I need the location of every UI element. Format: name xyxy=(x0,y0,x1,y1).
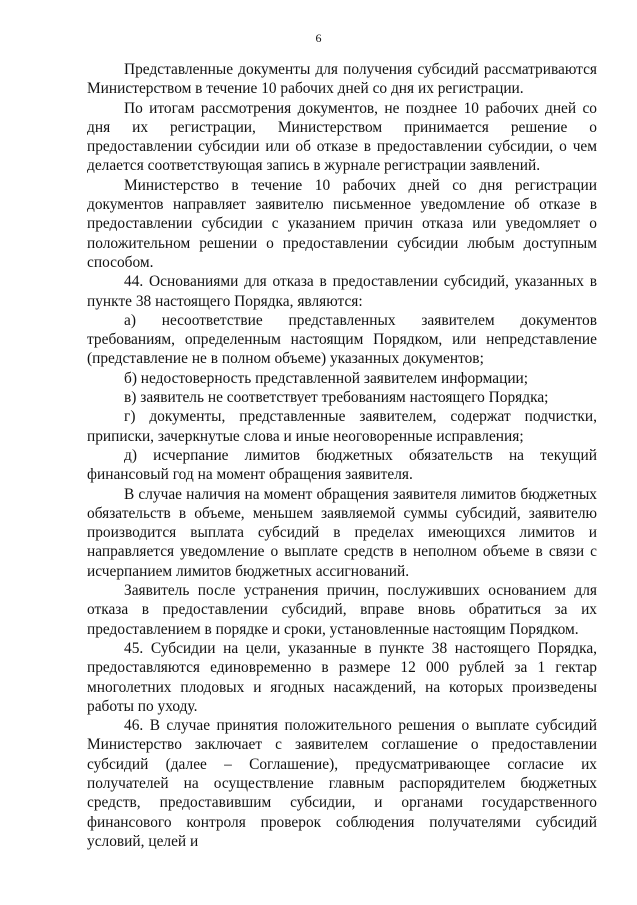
list-item-g: г) документы, представленные заявителем, содержат подчистки, приписки, зачеркнутые слова и иные неоговоренные исправления; xyxy=(87,408,597,445)
paragraph-notification: Министерство в течение 10 рабочих дней со дня регистрации документов направляет заявителю письменное уведомление об отказе в предоставлении субсидии с указанием причин отказа или уведомляет о положительном решении о предоставлении субсидии любым доступным способом. xyxy=(87,176,597,271)
list-item-d: д) исчерпание лимитов бюджетных обязательств на текущий финансовый год на момент обращения заявителя. xyxy=(87,446,597,484)
document-body xyxy=(87,60,597,851)
page-number: 6 xyxy=(315,31,322,45)
paragraph-item-45: 45. Субсидии на цели, указанные в пункте 38 настоящего Порядка, предоставляются единовременно в размере 12 000 рублей за 1 гектар многолетних плодовых и ягодных насаждений, на которых произведены работы по уходу. xyxy=(87,639,597,715)
paragraph-review-period: Представленные документы для получения субсидий рассматриваются Министерством в течение 10 рабочих дней со дня их регистрации. xyxy=(87,61,597,98)
list-item-b: б) недостоверность представленной заявителем информации; xyxy=(124,369,529,387)
paragraph-item-46: 46. В случае принятия положительного решения о выплате субсидий Министерство заключает с заявителем соглашение о предоставлении субсидий (далее – Соглашение), предусматривающее согласие их получателей на осуществление главным распорядителем бюджетных средств, предоставившим субсидии, и органами государственного финансового контроля проверок соблюдения получателями субсидий условий, целей и xyxy=(87,717,597,850)
list-item-v: в) заявитель не соответствует требованиям настоящего Порядка; xyxy=(124,389,549,407)
list-item-a: а) несоответствие представленных заявителем документов требованиям, определенным настоящим Порядком, или непредставление (представление не в полном объеме) указанных документов; xyxy=(87,311,597,368)
paragraph-item-44: 44. Основаниями для отказа в предоставлении субсидий, указанных в пункте 38 настоящего Порядка, являются: xyxy=(87,273,597,310)
paragraph-limits: В случае наличия на момент обращения заявителя лимитов бюджетных обязательств в объеме, меньшем заявляемой суммы субсидий, заявителю производится выплата субсидий в пределах имеющихся лимитов и направляется уведомление о выплате средств в неполном объеме в связи с исчерпанием лимитов бюджетных ассигнований. xyxy=(87,485,597,580)
paragraph-reapply: Заявитель после устранения причин, послуживших основанием для отказа в предоставлении субсидий, вправе вновь обратиться за их предоставлением в порядке и сроки, установленные настоящим Порядком. xyxy=(87,582,597,638)
paragraph-decision: По итогам рассмотрения документов, не позднее 10 рабочих дней со дня их регистрации, Министерством принимается решение о предоставлении субсидии или об отказе в предоставлении субсидии, о чем делается соответствующая запись в журнале регистрации заявлений. xyxy=(87,99,597,175)
